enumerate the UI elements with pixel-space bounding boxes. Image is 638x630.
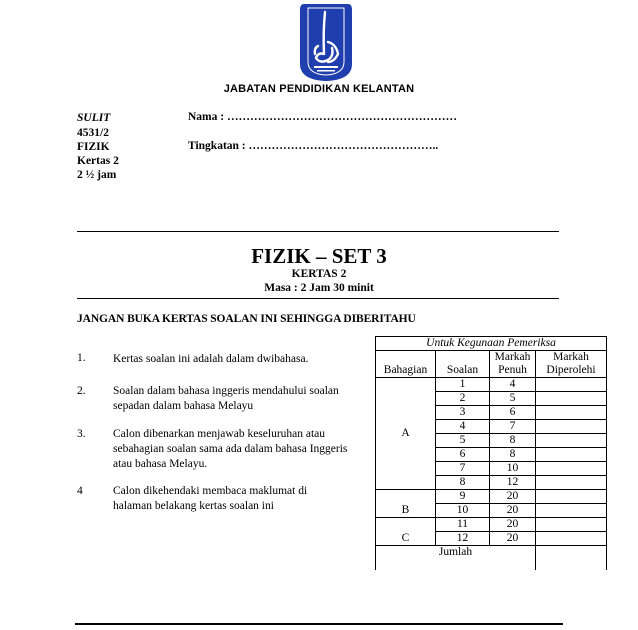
paper-subtitle: KERTAS 2 — [291, 268, 347, 280]
penuh-cell: 8 — [490, 434, 536, 448]
penuh-cell: 20 — [490, 490, 536, 504]
table-row — [376, 546, 607, 571]
diperolehi-cell[interactable] — [536, 490, 607, 504]
paper-number: Kertas 2 — [77, 155, 119, 167]
instruction-number: 4 — [77, 485, 83, 497]
penuh-cell: 12 — [490, 476, 536, 490]
instruction-number: 3. — [77, 428, 86, 440]
instruction-text: Calon dibenarkan menjawab keseluruhan atau sebahagian soalan sama ada dalam bahasa Inggeris atau bahasa Melayu. — [113, 428, 348, 470]
section-label: B — [376, 490, 436, 518]
diperolehi-cell[interactable] — [536, 420, 607, 434]
section-label: C — [376, 518, 436, 546]
soalan-cell: 2 — [436, 392, 490, 406]
paper-code: 4531/2 — [77, 127, 109, 139]
diperolehi-cell[interactable] — [536, 532, 607, 546]
diperolehi-cell[interactable] — [536, 406, 607, 420]
instruction-number: 1. — [77, 352, 86, 364]
page-title: FIZIK – SET 3 — [251, 244, 387, 268]
divider-middle — [77, 298, 559, 299]
soalan-cell: 5 — [436, 434, 490, 448]
penuh-cell: 20 — [490, 532, 536, 546]
penuh-cell: 20 — [490, 518, 536, 532]
subject-name: FIZIK — [77, 141, 110, 153]
penuh-cell: 4 — [490, 378, 536, 392]
penuh-cell: 10 — [490, 462, 536, 476]
soalan-cell: 3 — [436, 406, 490, 420]
penuh-cell: 5 — [490, 392, 536, 406]
tingkatan-field[interactable]: Tingkatan : ………………………………………….. — [188, 140, 439, 152]
diperolehi-cell[interactable] — [536, 448, 607, 462]
soalan-cell: 8 — [436, 476, 490, 490]
section-label: A — [376, 378, 436, 490]
soalan-cell: 9 — [436, 490, 490, 504]
header-soalan: Soalan — [436, 351, 490, 378]
duration: 2 ½ jam — [77, 169, 117, 181]
penuh-cell: 6 — [490, 406, 536, 420]
total-label: Jumlah — [376, 546, 536, 571]
divider-top — [77, 231, 559, 232]
penuh-cell: 8 — [490, 448, 536, 462]
soalan-cell: 4 — [436, 420, 490, 434]
table-caption: Untuk Kegunaan Pemeriksa — [376, 337, 607, 351]
total-cell[interactable] — [536, 546, 607, 571]
soalan-cell: 1 — [436, 378, 490, 392]
diperolehi-cell[interactable] — [536, 434, 607, 448]
soalan-cell: 6 — [436, 448, 490, 462]
penuh-cell: 7 — [490, 420, 536, 434]
diperolehi-cell[interactable] — [536, 518, 607, 532]
examiner-marks-table — [375, 336, 607, 570]
header-bahagian: Bahagian — [376, 351, 436, 378]
table-row — [376, 378, 607, 392]
header-markah-diperolehi: Markah Diperolehi — [536, 351, 607, 378]
penuh-cell: 20 — [490, 504, 536, 518]
warning-text: JANGAN BUKA KERTAS SOALAN INI SEHINGGA DIBERITAHU — [77, 313, 416, 325]
table-row — [376, 518, 607, 532]
diperolehi-cell[interactable] — [536, 476, 607, 490]
jabatan-pendidikan-crest-icon — [298, 2, 354, 82]
diperolehi-cell[interactable] — [536, 378, 607, 392]
instruction-text: Calon dikehendaki membaca maklumat di halaman belakang kertas soalan ini — [113, 485, 308, 512]
sulit-label: SULIT — [77, 112, 111, 124]
diperolehi-cell[interactable] — [536, 392, 607, 406]
soalan-cell: 7 — [436, 462, 490, 476]
soalan-cell: 12 — [436, 532, 490, 546]
instruction-number: 2. — [77, 385, 86, 397]
diperolehi-cell[interactable] — [536, 504, 607, 518]
soalan-cell: 10 — [436, 504, 490, 518]
instruction-text: Kertas soalan ini adalah dalam dwibahasa. — [113, 353, 309, 365]
instruction-text: Soalan dalam bahasa inggeris mendahului soalan sepadan dalam bahasa Melayu — [113, 385, 339, 412]
time-allowed: Masa : 2 Jam 30 minit — [264, 282, 374, 294]
nama-field[interactable]: Nama : …………………………………………………… — [188, 111, 457, 123]
table-row — [376, 490, 607, 504]
header-markah-penuh: Markah Penuh — [490, 351, 536, 378]
divider-bottom — [75, 623, 563, 625]
diperolehi-cell[interactable] — [536, 462, 607, 476]
soalan-cell: 11 — [436, 518, 490, 532]
department-name: JABATAN PENDIDIKAN KELANTAN — [223, 83, 415, 95]
